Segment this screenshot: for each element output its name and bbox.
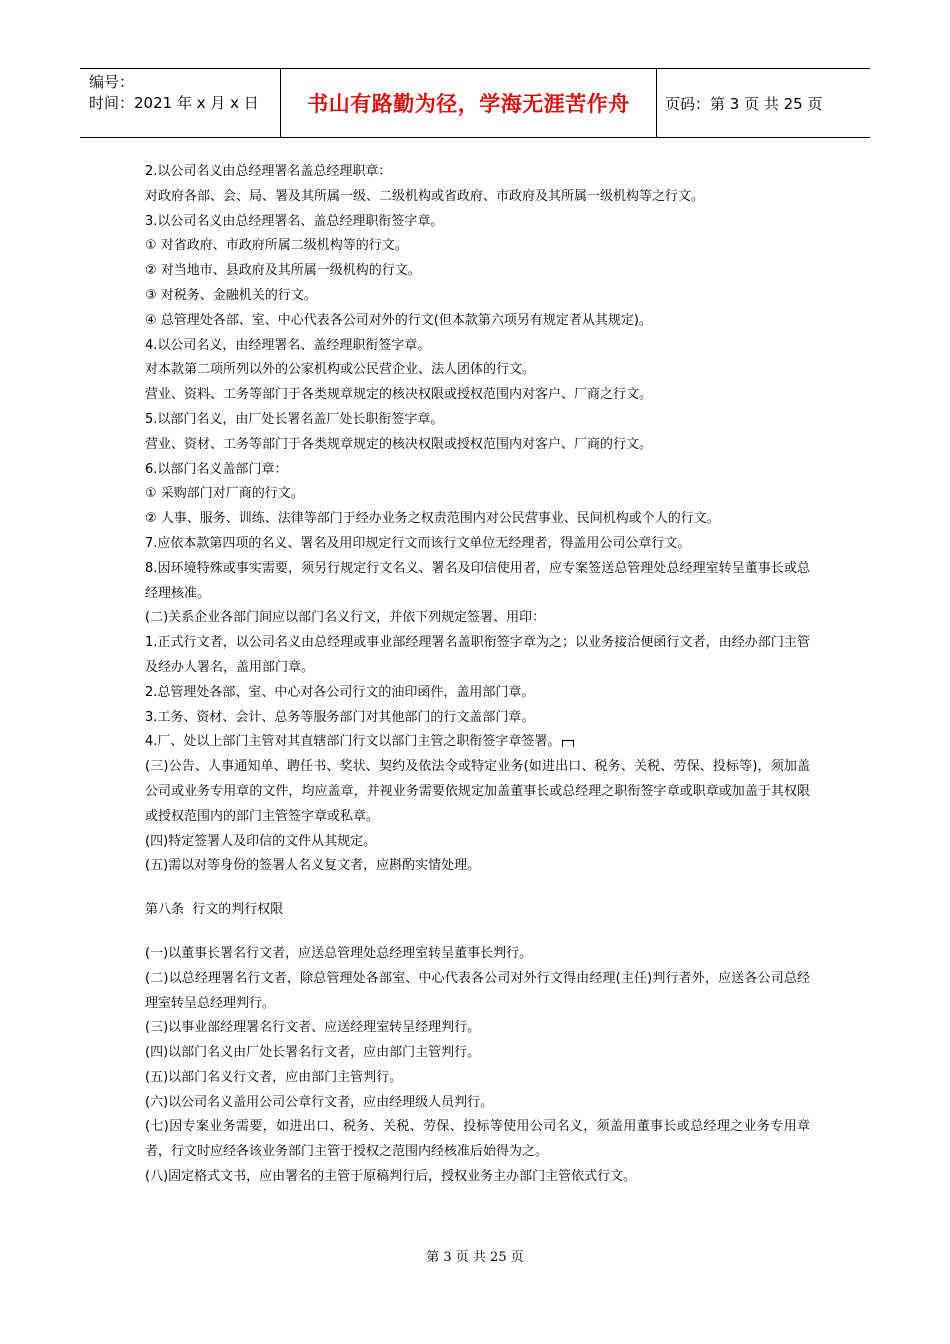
article-title: 第八条 行文的判行权限 bbox=[145, 902, 284, 918]
paragraph-section-5: (五)需以对等身份的签署人名义复文者，应斟酌实情处理。 bbox=[145, 858, 481, 874]
paragraph-section-3: (三)公告、人事通知单、聘任书、奖状、契约及依法令或特定业务(如进出口、税务、关税、劳保、投标等)，须加盖公司或业务专用章的文件，均应盖章，并视业务需要依规定加盖董事长或总经理之职衔签字章或职章或加盖于其权限或授权范围内的部门主管签字章或私章。 bbox=[145, 759, 810, 824]
header-page-cell bbox=[657, 69, 870, 137]
text-line: ③ 对税务、金融机关的行文。 bbox=[145, 287, 317, 303]
edit-mark-icon bbox=[562, 740, 574, 747]
date-label: 时间：2021 年 x 月 x 日 bbox=[89, 94, 259, 112]
text-line: 3.以公司名义由总经理署名、盖总经理职衔签字章。 bbox=[145, 213, 444, 229]
text-line: (五)以部门名义行文者，应由部门主管判行。 bbox=[145, 1069, 403, 1085]
text-line: ② 人事、服务、训练、法律等部门于经办业务之权责范围内对公民营事业、民间机构或个人的行文。 bbox=[145, 511, 720, 527]
motto-text: 书山有路勤为径，学海无涯苦作舟 bbox=[307, 92, 630, 116]
paragraph-b-item-3: 3.工务、资材、会计、总务等服务部门对其他部门的行文盖部门章。 bbox=[145, 709, 535, 725]
text-line: ① 采购部门对厂商的行文。 bbox=[145, 486, 304, 502]
text-line: (三)以事业部经理署名行文者、应送经理室转呈经理判行。 bbox=[145, 1020, 481, 1036]
paragraph-section-2: (二)关系企业各部门间应以部门名义行文，并依下列规定签署、用印： bbox=[145, 610, 546, 626]
paragraph-b-item-4-text: 4.厂、处以上部门主管对其直辖部门行文以部门主管之职衔签字章签署。 bbox=[145, 734, 561, 750]
text-line: 7.应依本款第四项的名义、署名及用印规定行文而该行文单位无经理者，得盖用公司公章行文。 bbox=[145, 535, 691, 551]
paragraph-b-item-1: 1.正式行文者，以公司名义由总经理或事业部经理署名盖职衔签字章为之；以业务接洽便函行文者，由经办部门主管及经办人署名，盖用部门章。 bbox=[145, 635, 810, 675]
text-line: ④ 总管理处各部、室、中心代表各公司对外的行文(但本款第六项另有规定者从其规定)。 bbox=[145, 312, 652, 328]
spacer bbox=[145, 923, 810, 942]
article-8-item-8: (八)固定格式文书，应由署名的主管于原稿判行后，授权业务主办部门主管依式行文。 bbox=[145, 1169, 637, 1185]
document-header bbox=[80, 68, 870, 138]
text-line: 营业、资料、工务等部门于各类规章规定的核决权限或授权范围内对客户、厂商之行文。 bbox=[145, 387, 653, 403]
text-line: ① 对省政府、市政府所属二级机构等的行文。 bbox=[145, 238, 408, 254]
spacer bbox=[145, 879, 810, 898]
text-line: 营业、资材、工务等部门于各类规章规定的核决权限或授权范围内对客户、厂商的行文。 bbox=[145, 436, 653, 452]
page-info: 页码：第 3 页 共 25 页 bbox=[665, 94, 823, 113]
page-footer bbox=[0, 1246, 950, 1265]
paragraph-b-item-2: 2.总管理处各部、室、中心对各公司行文的油印函件，盖用部门章。 bbox=[145, 684, 535, 700]
header-meta-cell bbox=[80, 69, 281, 137]
text-line: 2.以公司名义由总经理署名盖总经理职章： bbox=[145, 164, 392, 179]
article-8-part-2 bbox=[145, 1016, 810, 1115]
text-line: ② 对当地市、县政府及其所属一级机构的行文。 bbox=[145, 263, 421, 279]
header-motto-cell bbox=[281, 69, 657, 137]
text-line: 6.以部门名义盖部门章： bbox=[145, 461, 288, 477]
text-line: (一)以董事长署名行文者，应送总管理处总经理室转呈董事长判行。 bbox=[145, 945, 533, 961]
article-8-item-2: (二)以总经理署名行文者，除总管理处各部室、中心代表各公司对外行文得由经理(主任)判行者外，应送各公司总经理室转呈总经理判行。 bbox=[145, 970, 810, 1011]
paragraph-section-4: (四)特定签署人及印信的文件从其规定。 bbox=[145, 833, 377, 849]
footer-page-number: 第 3 页 共 25 页 bbox=[426, 1250, 524, 1265]
text-line: 4.以公司名义，由经理署名、盖经理职衔签字章。 bbox=[145, 337, 431, 353]
section-part-a bbox=[145, 160, 810, 557]
text-line: 5.以部门名义，由厂处长署名盖厂处长职衔签字章。 bbox=[145, 411, 444, 427]
paragraph-b-item-4 bbox=[145, 730, 810, 755]
text-line: (六)以公司名义盖用公司公章行文者，应由经理级人员判行。 bbox=[145, 1094, 494, 1110]
article-8-part-1 bbox=[145, 942, 810, 967]
text-line: (四)以部门名义由厂处长署名行文者，应由部门主管判行。 bbox=[145, 1045, 481, 1061]
article-8-item-7: (七)因专案业务需要，如进出口、税务、关税、劳保、投标等使用公司名义，须盖用董事长或总经理之业务专用章者，行文时应经各该业务部门主管于授权之范围内经核准后始得为之。 bbox=[145, 1119, 810, 1160]
text-line: 对政府各部、会、局、署及其所属一级、二级机构或省政府、市政府及其所属一级机构等之行文。 bbox=[145, 188, 705, 204]
document-body bbox=[145, 160, 810, 1190]
paragraph-item-8: 8.因环境特殊或事实需要，须另行规定行文名义、署名及印信使用者，应专案签送总管理处总经理室转呈董事长或总经理核准。 bbox=[145, 560, 810, 601]
number-label: 编号： bbox=[89, 73, 135, 91]
text-line: 对本款第二项所列以外的公家机构或公民营企业、法人团体的行文。 bbox=[145, 362, 536, 378]
